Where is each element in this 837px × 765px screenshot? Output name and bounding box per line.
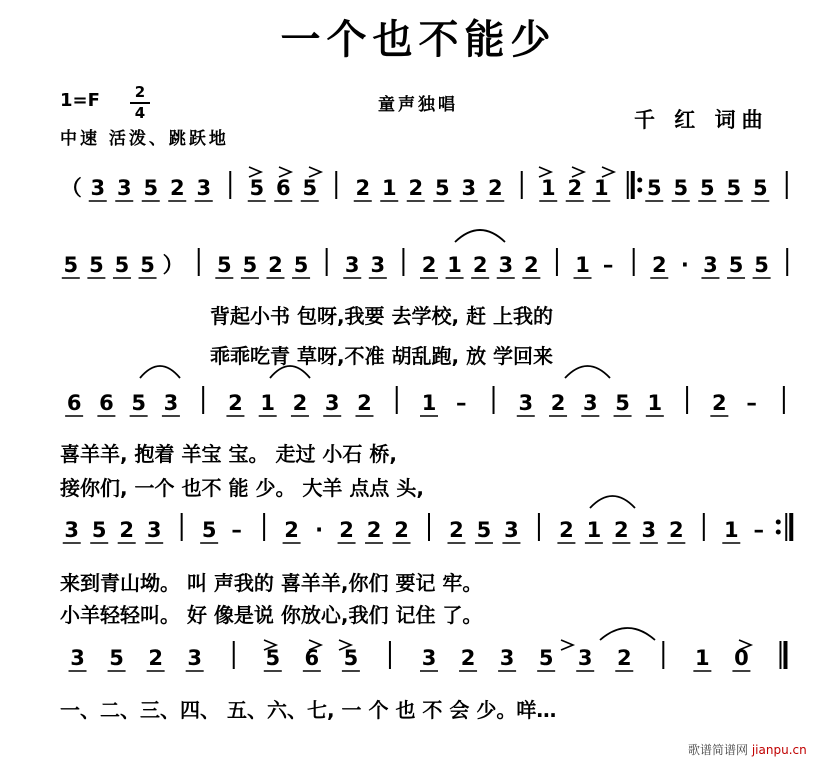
repeat-dot [776,530,781,535]
composer-credit: 千 红 词曲 [634,108,769,132]
note: 5 [752,176,768,200]
note: 5 [754,253,769,277]
note: 2 [148,646,163,670]
note: 2 [712,391,727,415]
note: – [231,518,242,542]
page-title: 一个也不能少 [280,17,557,63]
note: 1 [381,176,397,200]
note: 3 [421,646,437,670]
time-signature-top: 2 [134,83,146,101]
note: 5 [728,253,744,277]
note: 3 [582,391,598,415]
note: 3 [344,253,360,277]
note: 3 [70,646,85,670]
note: 1 [723,518,739,542]
note: 3 [370,253,386,277]
note: 5 [646,176,662,200]
note: 6 [99,391,114,415]
note: 3 [196,176,212,200]
note: 2 [460,646,476,670]
note: · [315,518,324,542]
note: 0 [734,646,749,670]
note: 2 [550,391,566,415]
note: 3 [64,518,80,542]
note: 1 [647,391,663,415]
lyric-line: 接你们, 一个 也不 能 少。 大羊 点点 头, [60,476,424,500]
note: 5 [131,391,146,415]
note: 3 [90,176,106,200]
slur [140,366,180,378]
tempo-marking: 中速 活泼、跳跃地 [60,129,229,149]
slur [455,230,505,242]
note: 1 [447,253,462,277]
note: 2 [472,253,488,277]
note: 5 [265,646,281,670]
note: 6 [275,176,291,200]
note: 5 [673,176,689,200]
watermark-domain: jianpu.cn [751,743,807,757]
note: 5 [201,518,217,542]
note: 3 [324,391,340,415]
watermark [688,741,807,758]
note: 5 [434,176,450,200]
note: ） [162,253,184,277]
note: 2 [449,518,464,542]
note: 2 [268,253,283,277]
note: 2 [339,518,354,542]
note: 2 [355,176,371,200]
note: 2 [487,176,503,200]
note: 2 [559,518,574,542]
note: 2 [616,646,632,670]
note: （ [60,176,82,200]
lyric-line: 背起小书 包呀,我要 去学校, 赶 上我的 [210,304,554,328]
note: 2 [284,518,299,542]
lyric-line: 一、二、三、四、 五、六、七, 一 个 也 不 会 少。咩… [60,698,557,722]
note: 1 [260,391,276,415]
note: 3 [461,176,477,200]
note: 2 [421,253,437,277]
lyric-line: 乖乖吃青 草呀,不准 胡乱跑, 放 学回来 [210,344,554,368]
note: 5 [63,253,79,277]
note: 5 [143,176,159,200]
note: 2 [394,518,409,542]
note: 3 [499,646,515,670]
repeat-dot [637,178,642,183]
note: – [746,391,757,415]
note: 2 [669,518,684,542]
note: 1 [695,646,710,670]
note: 1 [575,253,590,277]
note: 3 [518,391,534,415]
note: 5 [109,646,124,670]
note: 2 [614,518,629,542]
note: 5 [114,253,130,277]
note: 5 [699,176,715,200]
slur [600,628,655,640]
note: 2 [228,391,243,415]
note: 5 [302,176,318,200]
note: 5 [89,253,104,277]
note: – [753,518,765,542]
note: 3 [187,646,202,670]
note: 1 [593,176,609,200]
note: 2 [119,518,135,542]
note: 5 [140,253,155,277]
note: 2 [651,253,667,277]
note: 5 [476,518,492,542]
note: 3 [504,518,519,542]
note: 5 [343,646,359,670]
slur [565,366,610,378]
note: 2 [292,391,308,415]
performance-type: 童声独唱 [378,95,458,115]
note: 2 [169,176,185,200]
note: 1 [540,176,556,200]
note: 3 [703,253,718,277]
note: 5 [249,176,265,200]
note: 3 [116,176,132,200]
note: 2 [357,391,372,415]
note: 2 [366,518,382,542]
note: 2 [524,253,539,277]
note: 5 [726,176,742,200]
note: 1 [421,391,437,415]
lyric-line: 来到青山坳。 叫 声我的 喜羊羊,你们 要记 牢。 [60,571,483,595]
note: 2 [567,176,583,200]
note: 3 [577,646,593,670]
slur [590,496,635,508]
note: 5 [216,253,232,277]
note: 3 [163,391,179,415]
note: – [456,391,467,415]
time-signature-bottom: 4 [134,104,146,122]
watermark-text: 歌谱简谱网 [688,743,749,757]
note: 5 [91,518,107,542]
repeat-dot [637,188,642,193]
note: 5 [538,646,554,670]
note: 6 [304,646,320,670]
note: 6 [66,391,82,415]
note: 3 [498,253,514,277]
note: 5 [293,253,309,277]
note: 3 [641,518,657,542]
repeat-dot [776,520,781,525]
note: 5 [242,253,258,277]
note: · [680,253,689,277]
lyric-line: 小羊轻轻叫。 好 像是说 你放心,我们 记住 了。 [60,603,483,627]
accent-mark [561,640,573,650]
note: 3 [146,518,162,542]
note: 2 [408,176,424,200]
note: 5 [615,391,630,415]
lyric-line: 喜羊羊, 抱着 羊宝 宝。 走过 小石 桥, [60,442,397,466]
key-signature: 1=F [60,90,100,111]
note: – [602,253,614,277]
note: 1 [586,518,602,542]
